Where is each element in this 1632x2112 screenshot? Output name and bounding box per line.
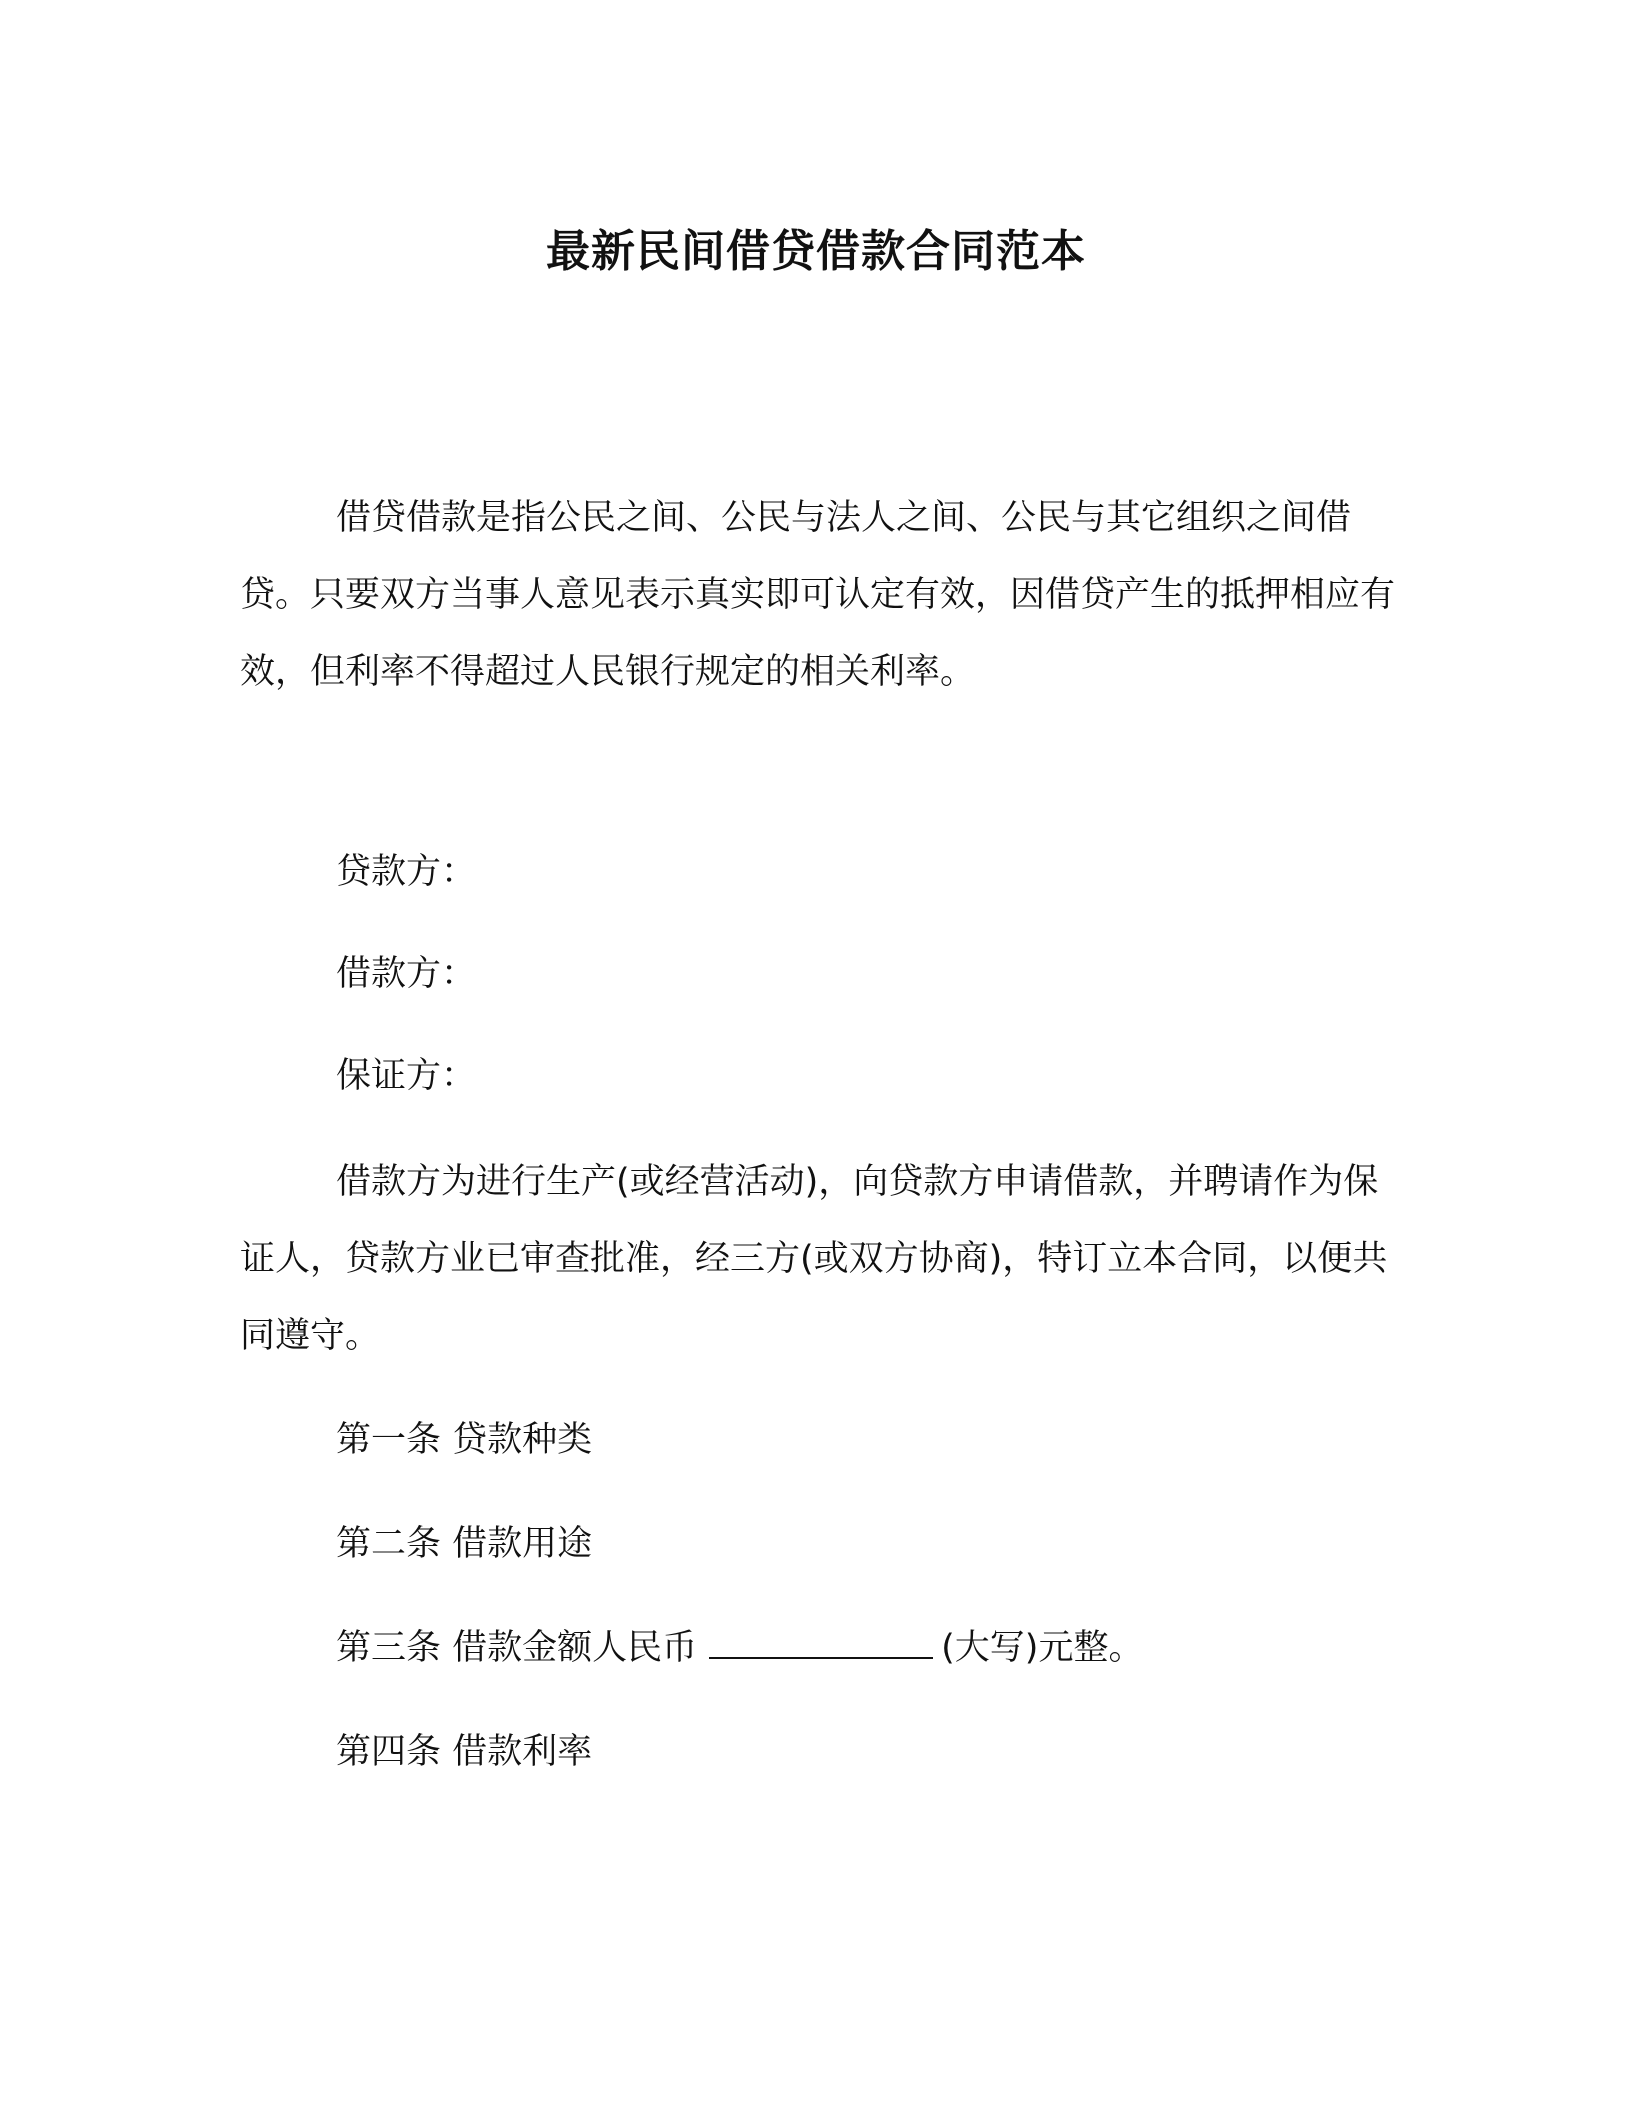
article-3-suffix: (大写)元整。 [941,1628,1144,1668]
amount-blank-line [709,1623,933,1659]
article-4: 第四条 借款利率 [336,1732,593,1772]
borrower-label: 借款方： [336,954,477,994]
guarantor-label: 保证方： [336,1056,477,1096]
article-1: 第一条 贷款种类 [336,1420,593,1460]
article-3 [336,1618,1143,1678]
intro-paragraph: 借贷借款是指公民之间、公民与法人之间、公民与其它组织之间借贷。只要双方当事人意见表示真实即可认定有效，因借贷产生的抵押相应有效，但利率不得超过人民银行规定的相关利率。 [240,498,1396,692]
purpose-paragraph: 借款方为进行生产(或经营活动)，向贷款方申请借款，并聘请作为保证人，贷款方业已审查批准，经三方(或双方协商)，特订立本合同，以便共同遵守。 [240,1162,1388,1356]
article-2: 第二条 借款用途 [336,1524,593,1564]
lender-label: 贷款方： [336,852,477,892]
article-3-prefix: 第三条 借款金额人民币 [336,1628,698,1668]
document-title: 最新民间借贷借款合同范本 [546,226,1086,277]
